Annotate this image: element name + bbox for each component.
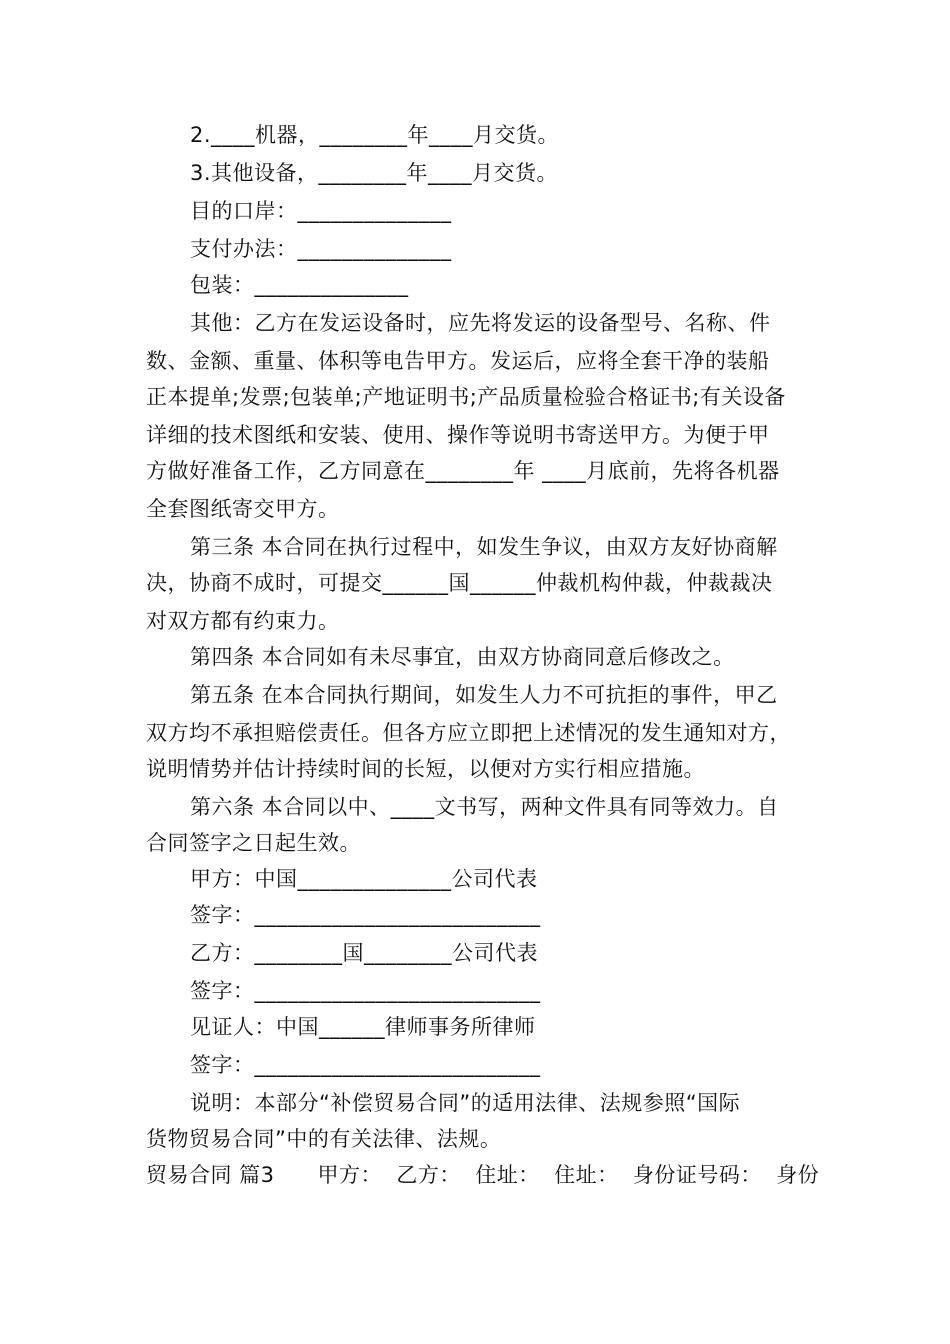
text-line: 签字：__________________________ (190, 903, 541, 927)
text-line: 货物贸易合同”中的有关法律、法规。 (146, 1127, 502, 1151)
text-line: 目的口岸：______________ (190, 199, 452, 223)
text-line: 其他：乙方在发运设备时，应先将发运的设备型号、名称、件 (190, 311, 771, 335)
text-line: 乙方：________国________公司代表 (190, 941, 538, 965)
text-line: 签字：__________________________ (190, 979, 541, 1003)
text-line: 第四条 本合同如有未尽事宜，由双方协商同意后修改之。 (190, 645, 735, 669)
text-line: 第六条 本合同以中、____文书写，两种文件具有同等效力。自 (190, 795, 779, 819)
text-line: 决，协商不成时，可提交______国______仲裁机构仲裁，仲裁裁决 (146, 571, 773, 595)
text-line: 见证人：中国______律师事务所律师 (190, 1015, 536, 1039)
text-line: 支付办法：______________ (190, 237, 452, 261)
text-line: 数、金额、重量、体积等电告甲方。发运后，应将全套干净的装船 (146, 349, 770, 373)
text-line: 签字：__________________________ (190, 1053, 541, 1077)
text-line: 方做好准备工作，乙方同意在________年 ____月底前，先将各机器 (146, 459, 780, 483)
text-line: 2.____机器，________年____月交货。 (190, 123, 560, 147)
text-line: 全套图纸寄交甲方。 (146, 497, 340, 521)
text-line: 甲方：中国______________公司代表 (190, 867, 538, 891)
text-line: 说明情势并估计持续时间的长短，以便对方实行相应措施。 (146, 757, 705, 781)
text-line: 合同签字之日起生效。 (146, 831, 361, 855)
text-line: 贸易合同 篇3 甲方： 乙方： 住址： 住址： 身份证号码： 身份 (146, 1163, 820, 1187)
text-line: 第三条 本合同在执行过程中，如发生争议，由双方友好协商解 (190, 535, 778, 559)
text-line: 3.其他设备，________年____月交货。 (190, 161, 559, 185)
text-line: 正本提单;发票;包装单;产地证明书;产品质量检验合格证书;有关设备 (146, 385, 786, 409)
text-line: 对双方都有约束力。 (146, 609, 340, 633)
text-line: 详细的技术图纸和安装、使用、操作等说明书寄送甲方。为便于甲 (146, 423, 770, 447)
text-line: 双方均不承担赔偿责任。但各方应立即把上述情况的发生通知对方， (146, 721, 791, 745)
text-line: 说明：本部分“补偿贸易合同”的适用法律、法规参照“国际 (190, 1091, 741, 1115)
text-line: 包装：______________ (190, 273, 409, 297)
text-line: 第五条 在本合同执行期间，如发生人力不可抗拒的事件，甲乙 (190, 683, 778, 707)
